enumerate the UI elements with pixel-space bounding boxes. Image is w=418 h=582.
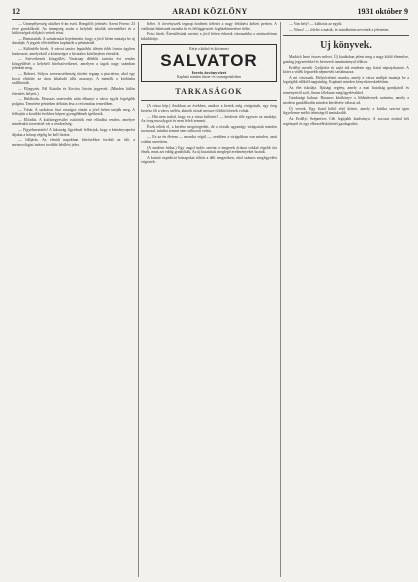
article-paragraph: — Időjárás. Az elmúlt napokban hűvösebbre fordult az idő, a meteorológiai intézet további lehűlést jelez. [12,138,135,147]
book-review: Az élet iskolája. Ifjúsági regény, amely a mai fiatalság gondjairól és reményeiről szól, finom lélektani megfigyelésekkel. [283,86,409,95]
section-divider [283,35,409,36]
book-review: Gazdasági kalauz. Hasznos kézikönyv a földművesek számára, amely a modern gazdálkodás minden kérdésére választ ad. [283,96,409,105]
article-paragraph: — Szövetkezeti közgyűlés. Vasárnap délelőtt tartotta évi rendes közgyűlését a helybeli hitelszövetkezet, amelyen a tagok nagy számban jelentek meg. [12,57,135,71]
article-paragraph: — Előadás. A kultúregyesület csütörtök este előadást rendez, amelyre mindenkit szeretettel vár a rendezőség. [12,117,135,127]
article-paragraph: — Ünnepélyesség október 6-án esett. Rengőfői jelentés: Szent Ferenc 23 évre gondolkodó. Az ünnepség során a helybeli iskolák növendékei és a hitközségek elöljárói vettek részt. [12,22,135,36]
article-paragraph: — Figyelmeztetés! A lakosság figyelmét felhívjuk, hogy a kéményseprési díjakat a hónap végéig be kell fizetni. [12,128,135,137]
ad-top-text: Kérje a kitűnő és közismert [189,47,229,52]
page-header [12,6,408,20]
article-paragraph: — Baleset. Súlyos szerencsétlenség történt tegnap a piactéren, ahol egy kocsi elütötte az úton áthaladó idős asszonyt. A mentők a kórházba szállították. [12,72,135,86]
article-paragraph: — Nincs! — felelte a másik, és mindketten nevettek a jeleneten. [289,27,390,32]
article-paragraph: (A rózsa kép.) Azokban az években, amikor a kertek még virágoztak, egy öreg kertész élt a város szélén, akinek rózsái messze földön híresek voltak. [141,104,277,113]
article-paragraph: — Különféle hírek. A városi tanács legutóbbi ülésén több fontos ügyben határozott, amelyekről a közönséget a hivatalos közlönyben értesítik. [12,47,135,56]
article-paragraph: — Eljegyzés. Pál Katalin és Kovács István jegyesek. (Minden külön értesítés helyett.) [12,87,135,96]
book-review: Az Erdélyi Szépmíves Céh legújabb kiadványa. A sorozat ezúttal két regénnyel és egy elbeszéléskötettel gazdagodott. [283,116,409,126]
article-paragraph: — Hát nem tudod, hogy ez a rózsa különös? — kérdezte tőle egyszer az unokája. Az öreg mosolygott és nem felelt semmit. [141,114,277,124]
column-left [12,22,135,577]
issue-date: 1931 október 9 [357,7,408,16]
salvator-advertisement [141,44,277,82]
ad-brand-name: SALVATOR [160,51,258,71]
book-review: Erdélyi mesék. Gyűjtötte és sajtó alá rendezte egy fiatal néprajzkutató. A kötet a vidék legszebb népmeséit tartalmazza. [283,65,409,75]
article-paragraph: Friss hírek. Értesülésünk szerint a jövő héten érkezik városunkba a minisztérium kiküldöttje. [141,32,277,41]
column-middle [141,22,277,577]
section-divider [141,100,277,101]
article-paragraph: — Halálozás. Hosszas szenvedés után elhunyt a város egyik legrégibb polgára. Temetése pénteken délután lesz a református temetőben. [12,97,135,106]
article-paragraph: Évek teltek el, a kertész megöregedett, de a rózsák ugyanúgy virágoztak minden tavasszal, mintha semmi sem változott volna. [141,124,277,134]
book-review: Madách Imre összes művei. Új kiadásban jelent meg a nagy költő életműve, gazdag jegyzetekkel és bevezető tanulmánnyal ellátva. [283,55,409,64]
article-paragraph: — Ez az én életem — mondta végül —, ezekben a virágokban van minden, amit valaha szerettem. [141,135,277,144]
article-paragraph: — Vásár. A szokásos őszi országos vásárt a jövő héten tartják meg. A felhajtás a korábbi évekhez képest gyengébbnek ígérkezik. [12,107,135,117]
page-number: 12 [12,7,20,16]
article-paragraph: Ítélet. A törvényszék tegnap hirdetett ítéletet a nagy feltűnést keltett perben. A vádlottat bűnösnek mondta ki és felfüggesztett fogházbüntetésre ítélte. [141,22,277,31]
column-right [283,22,409,577]
ad-bottom-text: Kapható minden füszer- és csemegeüzletben [177,75,241,80]
article-paragraph: (A modern bálna.) Egy angol tudós szerint a tengerek óriásai sokkal régebb óta élnek, mint azt eddig gondolták. Az új kutatások meglepő eredményeket hoztak. [141,145,277,155]
ad-subtitle: forrás ásványvizet [191,70,227,76]
article-paragraph: A kutató expedíció hónapokat töltött a déli tengereken, ahol számos megfigyelést végeztek. [141,155,277,165]
book-review: Új versek. Egy fiatal költő első kötete, amely a kritika szerint igen figyelemre méltó tehetségről tanúskodik. [283,106,409,116]
column-divider [138,22,139,577]
book-review: A mi városunk. Helytörténeti munka, amely a város múltját mutatja be a legrégibb időktől napjainkig. Kapható minden könyvkereskedésben. [283,75,409,85]
books-section-title: Uj könyvek. [320,40,372,52]
newspaper-title: ARADI KÖZLÖNY [172,7,248,16]
section-title: TARKASÁGOK [175,87,243,97]
column-divider [280,22,281,577]
article-paragraph: — Bemutatták. A színtársulat bejelentette, hogy a jövő héten mutatja be új darabját. A jegyek elővételben kaphatók a pénztárnál. [12,36,135,46]
article-paragraph: — Van hely! — kiáltotta az egyik. [289,22,343,26]
